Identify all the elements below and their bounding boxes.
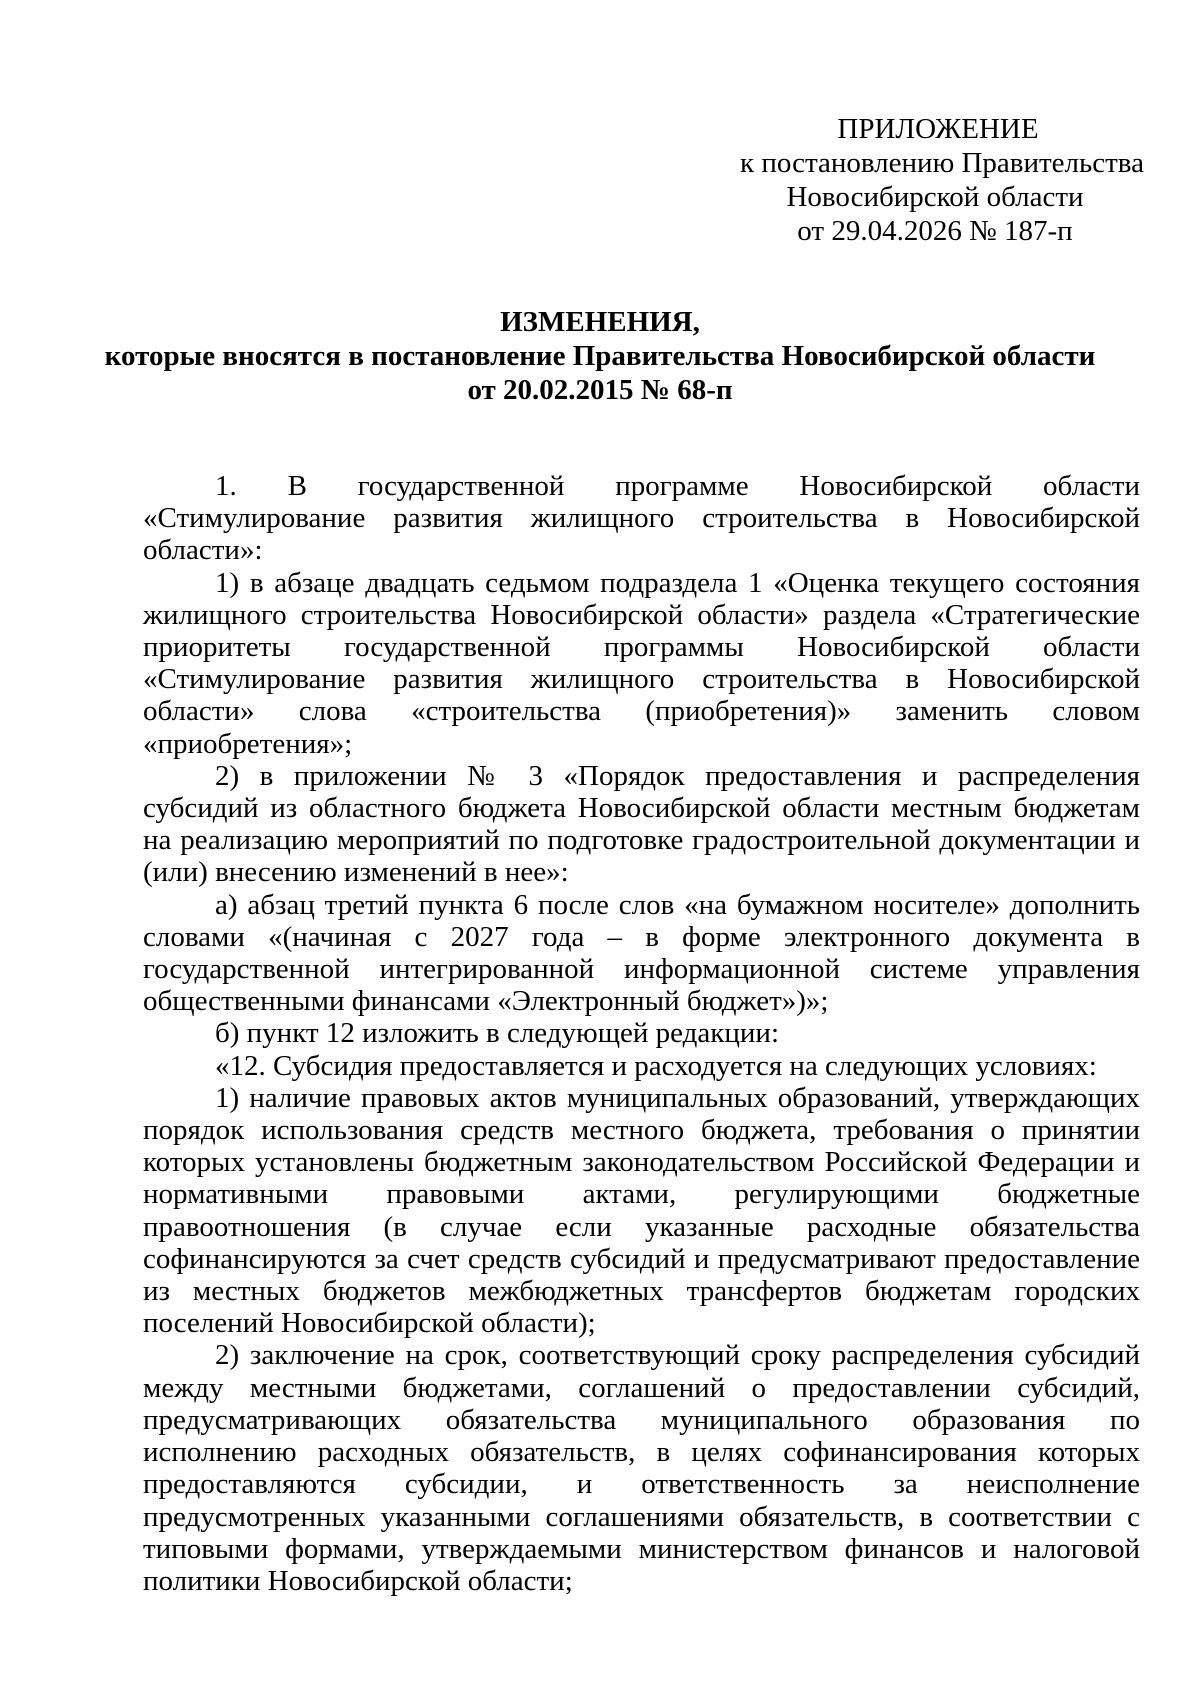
paragraph: б) пункт 12 изложить в следующей редакции: [215,1017,779,1050]
appendix-line-resolution: к постановлению Правительства [740,147,1144,179]
appendix-line-date-number: от 29.04.2026 № 187-п [797,215,1073,247]
paragraph: 2) в приложении № 3 «Порядок предоставления и распределения субсидий из областного бюджета Новосибирской области местным бюджетам на реализацию мероприятий по подготовке градостроительной документации и (или) внесению изменений в нее»: [143,759,1140,889]
appendix-header [740,112,1144,248]
paragraph: 1) в абзаце двадцать седьмом подраздела 1 «Оценка текущего состояния жилищного строительства Новосибирской области» раздела «Стратегические приоритеты государственной программы Новосибирской области «Стимулирование развития жилищного строительства в Новосибирской области» слова «строительства (приобретения)» заменить словом «приобретения»; [143,566,1140,760]
document-body [143,470,1140,1597]
paragraph: 1) наличие правовых актов муниципальных образований, утверждающих порядок использования средств местного бюджета, требования о принятии которых установлены бюджетным законодательством Российской Федерации и нормативными правовыми актами, регулирующими бюджетные правоотношения (в случае если указанные расходные обязательства софинансируются за счет средств субсидий и предусматривают предоставление из местных бюджетов межбюджетных трансфертов бюджетам городских поселений Новосибирской области); [143,1081,1140,1340]
document-subtitle: которые вносятся в постановление Правительства Новосибирской области [104,340,1096,372]
document-title: ИЗМЕНЕНИЯ, [500,306,700,338]
paragraph: 1. В государственной программе Новосибирской области «Стимулирование развития жилищного строительства в Новосибирской области»: [143,470,1140,567]
document-heading [100,305,1100,407]
paragraph: а) абзац третий пункта 6 после слов «на бумажном носителе» дополнить словами «(начиная с 2027 года – в форме электронного документа в государственной интегрированной информационной системе управления общественными финансами «Электронный бюджет»)»; [143,888,1140,1018]
appendix-line-region: Новосибирской области [786,181,1084,213]
paragraph: «12. Субсидия предоставляется и расходуется на следующих условиях: [215,1049,1097,1082]
document-date-number: от 20.02.2015 № 68-п [467,374,733,406]
paragraph: 2) заключение на срок, соответствующий сроку распределения субсидий между местными бюджетами, соглашений о предоставлении субсидий, предусматривающих обязательства муниципального образования по исполнению расходных обязательств, в целях софинансирования которых предоставляются субсидии, и ответственность за неисполнение предусмотренных указанными соглашениями обязательств, в соответствии с типовыми формами, утверждаемыми министерством финансов и налоговой политики Новосибирской области; [143,1339,1140,1597]
appendix-title: ПРИЛОЖЕНИЕ [837,113,1039,145]
